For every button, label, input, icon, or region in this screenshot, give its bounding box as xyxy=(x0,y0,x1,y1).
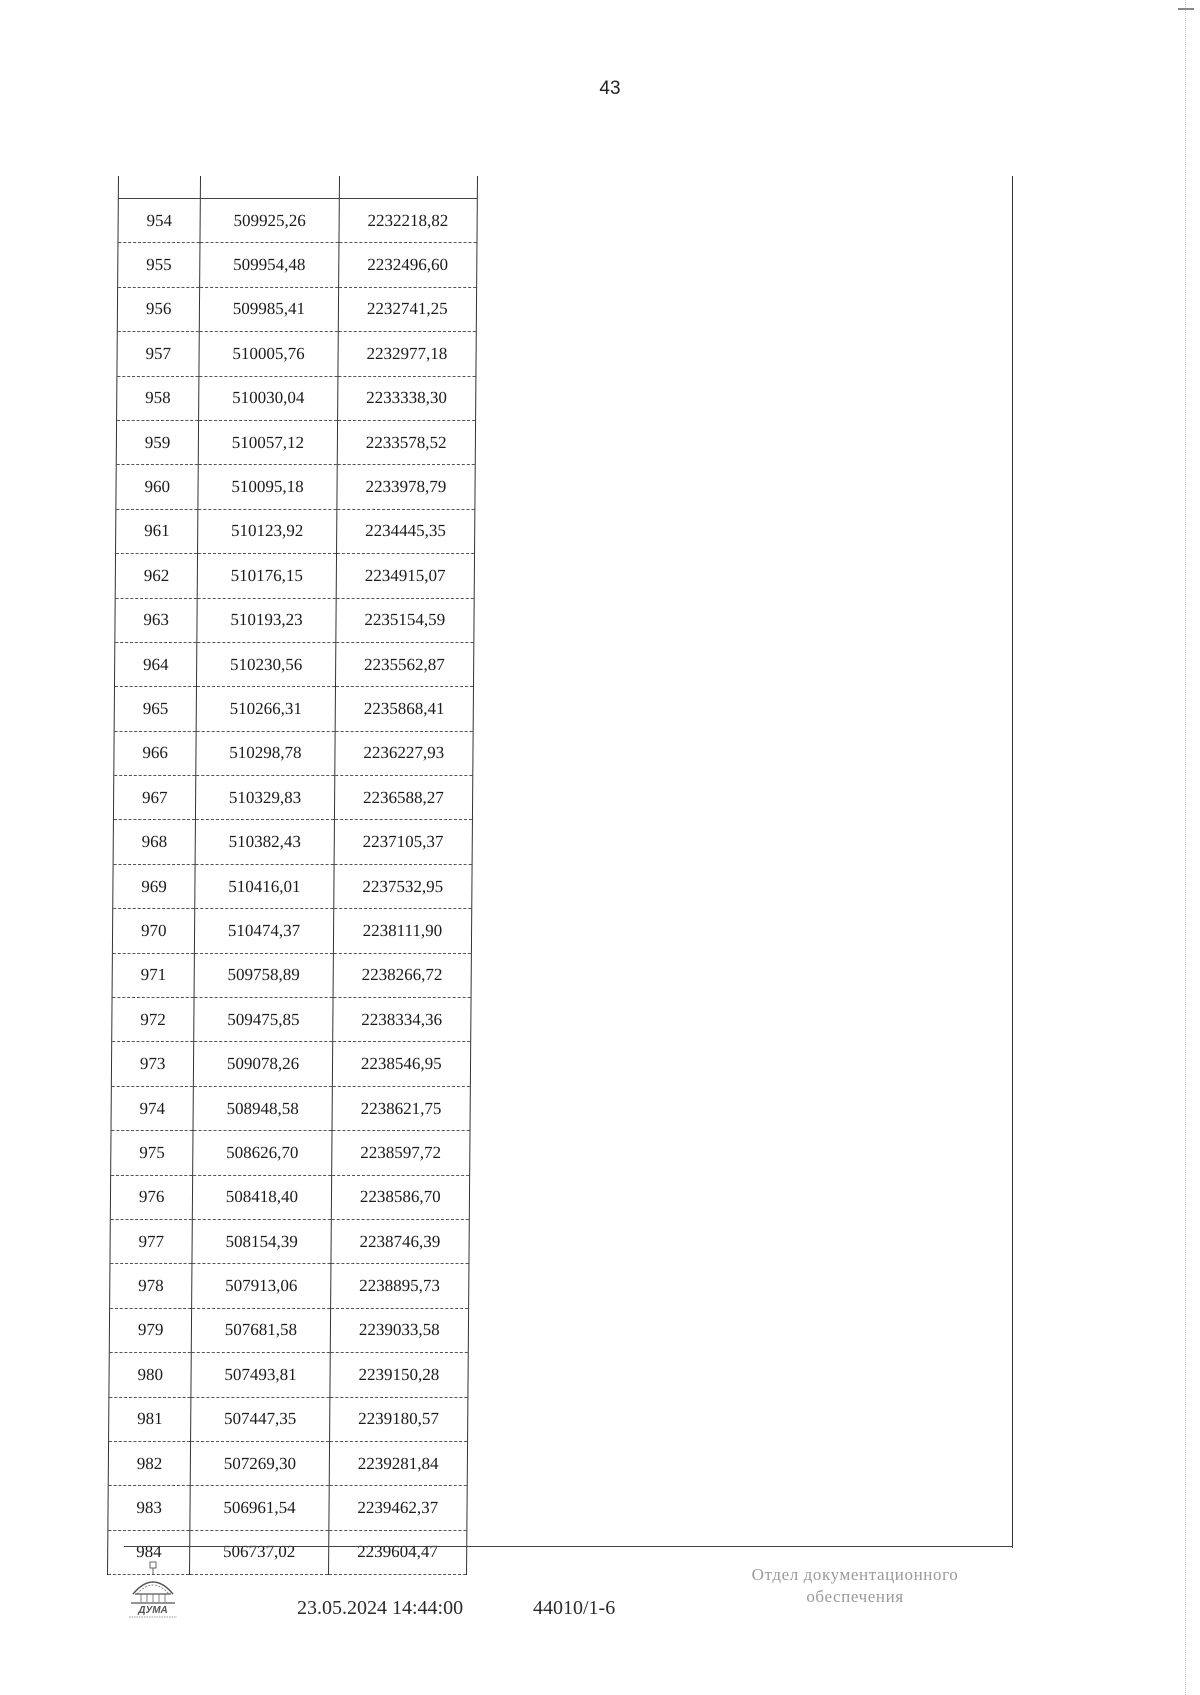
y-coordinate-cell: 2238266,72 xyxy=(333,953,472,997)
x-coordinate-cell: 510474,37 xyxy=(195,909,334,953)
table-row xyxy=(116,465,475,509)
x-coordinate-cell: 510298,78 xyxy=(196,731,335,775)
table-row xyxy=(115,598,474,642)
x-coordinate-cell: 510266,31 xyxy=(196,687,335,731)
point-number-cell: 967 xyxy=(113,776,196,820)
point-number-cell: 963 xyxy=(115,598,198,642)
point-number-cell: 971 xyxy=(112,953,195,997)
x-coordinate-cell: 509475,85 xyxy=(194,998,333,1042)
table-cell-empty xyxy=(339,176,478,199)
table-row xyxy=(111,1086,470,1130)
point-number-cell: 970 xyxy=(112,909,195,953)
y-coordinate-cell: 2239462,37 xyxy=(328,1486,467,1530)
x-coordinate-cell: 507447,35 xyxy=(191,1397,330,1441)
point-number-cell: 977 xyxy=(110,1219,193,1263)
table-row xyxy=(117,376,476,420)
x-coordinate-cell: 509985,41 xyxy=(200,287,339,331)
table-cell-empty xyxy=(201,176,339,199)
point-number-cell: 954 xyxy=(118,199,201,243)
x-coordinate-cell: 509954,48 xyxy=(200,243,339,287)
table-row xyxy=(111,1131,470,1175)
table-row xyxy=(113,864,472,908)
table-row xyxy=(110,1264,469,1308)
y-coordinate-cell: 2235562,87 xyxy=(335,642,474,686)
point-number-cell: 960 xyxy=(116,465,199,509)
point-number-cell: 981 xyxy=(109,1397,192,1441)
footer-department-stamp xyxy=(690,1564,1020,1608)
x-coordinate-cell: 507493,81 xyxy=(191,1353,330,1397)
y-coordinate-cell: 2234445,35 xyxy=(336,509,475,553)
scan-edge-line xyxy=(1185,0,1188,1695)
x-coordinate-cell: 510176,15 xyxy=(198,554,337,598)
y-coordinate-cell: 2232977,18 xyxy=(338,332,477,376)
point-number-cell: 966 xyxy=(114,731,197,775)
table-row xyxy=(112,909,471,953)
x-coordinate-cell: 508154,39 xyxy=(192,1219,331,1263)
x-coordinate-cell: 508948,58 xyxy=(193,1086,332,1130)
point-number-cell: 962 xyxy=(115,554,198,598)
y-coordinate-cell: 2238586,70 xyxy=(331,1175,470,1219)
y-coordinate-cell: 2232741,25 xyxy=(338,287,477,331)
x-coordinate-cell: 506961,54 xyxy=(190,1486,329,1530)
table-row xyxy=(113,776,472,820)
x-coordinate-cell: 510123,92 xyxy=(198,509,337,553)
y-coordinate-cell: 2238334,36 xyxy=(332,998,471,1042)
point-number-cell: 979 xyxy=(109,1308,192,1352)
point-number-cell: 972 xyxy=(112,998,195,1042)
table-row xyxy=(114,687,473,731)
point-number-cell: 976 xyxy=(110,1175,193,1219)
department-line-1: Отдел документационного xyxy=(751,1565,959,1584)
x-coordinate-cell: 509758,89 xyxy=(194,953,333,997)
footer-document-code: 44010/1-6 xyxy=(533,1597,616,1619)
y-coordinate-cell: 2238621,75 xyxy=(332,1086,471,1130)
y-coordinate-cell: 2232218,82 xyxy=(339,199,478,243)
x-coordinate-cell: 506737,02 xyxy=(190,1530,329,1574)
table-row xyxy=(108,1441,467,1485)
table-cell-empty xyxy=(118,176,201,199)
table-row xyxy=(116,509,475,553)
x-coordinate-cell: 508626,70 xyxy=(193,1131,332,1175)
point-number-cell: 955 xyxy=(118,243,201,287)
frame-bottom-border xyxy=(124,1546,1013,1547)
y-coordinate-cell: 2238746,39 xyxy=(331,1219,470,1263)
point-number-cell: 973 xyxy=(111,1042,194,1086)
table-row xyxy=(118,243,477,287)
x-coordinate-cell: 510057,12 xyxy=(199,420,338,464)
y-coordinate-cell: 2232496,60 xyxy=(338,243,477,287)
point-number-cell: 958 xyxy=(117,376,200,420)
point-number-cell: 968 xyxy=(113,820,196,864)
y-coordinate-cell: 2239150,28 xyxy=(330,1353,469,1397)
y-coordinate-cell: 2239604,47 xyxy=(328,1530,467,1574)
table-row xyxy=(112,998,471,1042)
table-row xyxy=(112,953,471,997)
point-number-cell: 964 xyxy=(114,642,197,686)
point-number-cell: 982 xyxy=(108,1441,191,1485)
point-number-cell: 959 xyxy=(116,420,199,464)
x-coordinate-cell: 510005,76 xyxy=(199,332,338,376)
x-coordinate-cell: 510193,23 xyxy=(197,598,336,642)
y-coordinate-cell: 2238597,72 xyxy=(331,1131,470,1175)
y-coordinate-cell: 2239033,58 xyxy=(330,1308,469,1352)
page-number: 43 xyxy=(599,78,621,99)
point-number-cell: 957 xyxy=(117,332,200,376)
y-coordinate-cell: 2238895,73 xyxy=(330,1264,469,1308)
y-coordinate-cell: 2235868,41 xyxy=(335,687,474,731)
point-number-cell: 975 xyxy=(111,1131,194,1175)
duma-emblem-icon xyxy=(123,1560,183,1620)
y-coordinate-cell: 2237532,95 xyxy=(333,864,472,908)
y-coordinate-cell: 2233978,79 xyxy=(337,465,476,509)
y-coordinate-cell: 2235154,59 xyxy=(335,598,474,642)
footer-datetime: 23.05.2024 14:44:00 xyxy=(297,1597,464,1619)
point-number-cell: 969 xyxy=(113,864,196,908)
point-number-cell: 956 xyxy=(117,287,200,331)
point-number-cell: 965 xyxy=(114,687,197,731)
y-coordinate-cell: 2236588,27 xyxy=(334,776,473,820)
table-continuation-row xyxy=(118,176,477,199)
table-row xyxy=(114,731,473,775)
y-coordinate-cell: 2233338,30 xyxy=(337,376,476,420)
x-coordinate-cell: 507913,06 xyxy=(192,1264,331,1308)
table-row xyxy=(116,420,475,464)
y-coordinate-cell: 2233578,52 xyxy=(337,420,476,464)
point-number-cell: 961 xyxy=(116,509,199,553)
y-coordinate-cell: 2237105,37 xyxy=(334,820,473,864)
x-coordinate-cell: 510382,43 xyxy=(195,820,334,864)
table-row xyxy=(109,1308,468,1352)
x-coordinate-cell: 510329,83 xyxy=(196,776,335,820)
y-coordinate-cell: 2238111,90 xyxy=(333,909,472,953)
table-row xyxy=(109,1397,468,1441)
y-coordinate-cell: 2239180,57 xyxy=(329,1397,468,1441)
x-coordinate-cell: 509078,26 xyxy=(194,1042,333,1086)
table-row xyxy=(110,1219,469,1263)
table-row xyxy=(109,1353,468,1397)
y-coordinate-cell: 2234915,07 xyxy=(336,554,475,598)
point-number-cell: 980 xyxy=(109,1353,192,1397)
table-row xyxy=(117,287,476,331)
y-coordinate-cell: 2239281,84 xyxy=(329,1441,468,1485)
table-row xyxy=(114,642,473,686)
x-coordinate-cell: 510030,04 xyxy=(199,376,338,420)
coordinates-table-body xyxy=(108,176,478,1575)
x-coordinate-cell: 510416,01 xyxy=(195,864,334,908)
x-coordinate-cell: 508418,40 xyxy=(193,1175,332,1219)
x-coordinate-cell: 507269,30 xyxy=(191,1441,330,1485)
frame-right-border xyxy=(1012,176,1013,1548)
y-coordinate-cell: 2236227,93 xyxy=(334,731,473,775)
scan-edge-mark xyxy=(1178,8,1194,10)
table-row xyxy=(111,1042,470,1086)
point-number-cell: 978 xyxy=(110,1264,193,1308)
point-number-cell: 974 xyxy=(111,1086,194,1130)
x-coordinate-cell: 510095,18 xyxy=(198,465,337,509)
table-row xyxy=(108,1486,467,1530)
x-coordinate-cell: 509925,26 xyxy=(200,199,339,243)
x-coordinate-cell: 510230,56 xyxy=(197,642,336,686)
table-row xyxy=(113,820,472,864)
coordinates-table xyxy=(107,176,478,1575)
table-row xyxy=(117,332,476,376)
table-row xyxy=(115,554,474,598)
x-coordinate-cell: 507681,58 xyxy=(192,1308,331,1352)
point-number-cell: 983 xyxy=(108,1486,191,1530)
stamp-text: ДУМА xyxy=(138,1605,168,1616)
point-number-cell: 984 xyxy=(108,1530,191,1574)
table-row xyxy=(118,199,477,243)
table-row xyxy=(110,1175,469,1219)
y-coordinate-cell: 2238546,95 xyxy=(332,1042,471,1086)
department-line-2: обеспечения xyxy=(806,1587,904,1606)
